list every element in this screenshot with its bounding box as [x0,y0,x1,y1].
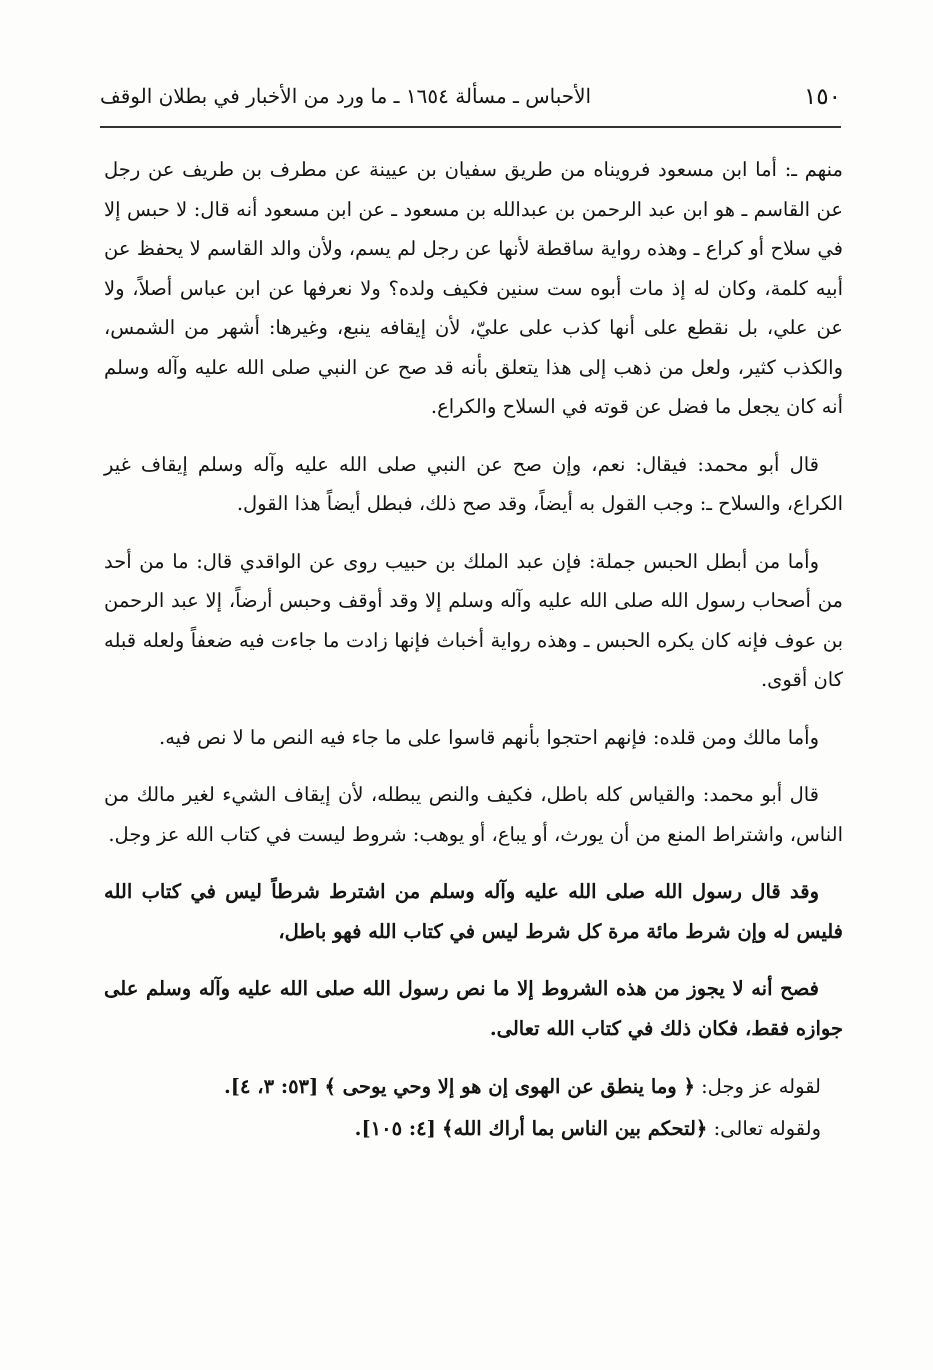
verse-reference: [٤: ١٠٥]. [354,1117,436,1140]
paragraph-4: وأما مالك ومن قلده: فإنهم احتجوا بأنهم قاسوا على ما جاء فيه النص ما لا نص فيه. [159,725,819,749]
citation-line-2 [104,1108,843,1150]
paragraph-2: قال أبو محمد: فيقال: نعم، وإن صح عن النبي صلى الله عليه وآله وسلم إيقاف غير الكراع، والسلاح ـ: وجب القول به أيضاً، وقد صح ذلك، فبطل أيضاً هذا القول. [104,452,843,515]
paragraph-5: قال أبو محمد: والقياس كله باطل، فكيف والنص يبطله، لأن إيقاف الشيء لغير مالك من الناس، واشتراط المنع من أن يورث، أو يباع، أو يوهب: شروط ليست في كتاب الله عز وجل. [104,783,843,846]
running-title: الأحباس ـ مسألة ١٦٥٤ ـ ما ورد من الأخبار في بطلان الوقف [100,84,592,108]
citation-line-1 [104,1066,843,1108]
verse-reference: [٥٣: ٣، ٤]. [223,1075,319,1098]
quran-verse: ﴿ وما ينطق عن الهوى إن هو إلا وحي يوحى ﴾ [324,1075,695,1098]
quran-verse: ﴿لتحكم بين الناس بما أراك الله﴾ [442,1117,708,1140]
citation-intro: لقوله عز وجل: [701,1075,821,1098]
body-text [104,150,843,1150]
page-header [100,80,841,120]
page-number: ١٥٠ [803,84,841,110]
quran-citations [104,1066,843,1150]
paragraph-3: وأما من أبطل الحبس جملة: فإن عبد الملك بن حبيب روى عن الواقدي قال: ما من أحد من أصحاب رسول الله صلى الله عليه وآله وسلم إلا وقد أوقف وحبس أرضاً، إلا عبد الرحمن بن عوف فإنه كان يكره الحبس ـ وهذه رواية أخباث فإنها زادت ما جاءت فيه ضعفاً ولعله قبله كان أقوى. [104,549,843,691]
citation-intro: ولقوله تعالى: [713,1117,821,1140]
paragraph-1: منهم ـ: أما ابن مسعود فرويناه من طريق سفيان بن عيينة عن مطرف بن طريف عن رجل عن القاسم ـ هو ابن عبد الرحمن بن عبدالله بن مسعود ـ عن ابن مسعود أنه قال: لا حبس إلا في سلاح أو كراع ـ وهذه رواية ساقطة لأنها عن رجل لم يسم، ولأن والد القاسم لا يحفظ عن أبيه كلمة، وكان له إذ مات أبوه ست سنين فكيف ولده؟ ولا نعرفها عن ابن عباس أصلاً، ولا عن علي، بل نقطع على أنها كذب على عليّ، لأن إيقافه ينبع، وغيرها: أشهر من الشمس، والكذب كثير، ولعل من ذهب إلى هذا يتعلق بأنه قد صح عن النبي صلى الله عليه وآله وسلم أنه كان يجعل ما فضل عن قوته في السلاح والكراع. [104,158,843,418]
paragraph-7: فصح أنه لا يجوز من هذه الشروط إلا ما نص رسول الله صلى الله عليه وآله وسلم على جوازه فقط، فكان ذلك في كتاب الله تعالى. [104,977,843,1040]
paragraph-6: وقد قال رسول الله صلى الله عليه وآله وسلم من اشترط شرطاً ليس في كتاب الله فليس له وإن شرط مائة مرة كل شرط ليس في كتاب الله فهو باطل، [104,880,843,943]
header-divider [100,126,841,128]
